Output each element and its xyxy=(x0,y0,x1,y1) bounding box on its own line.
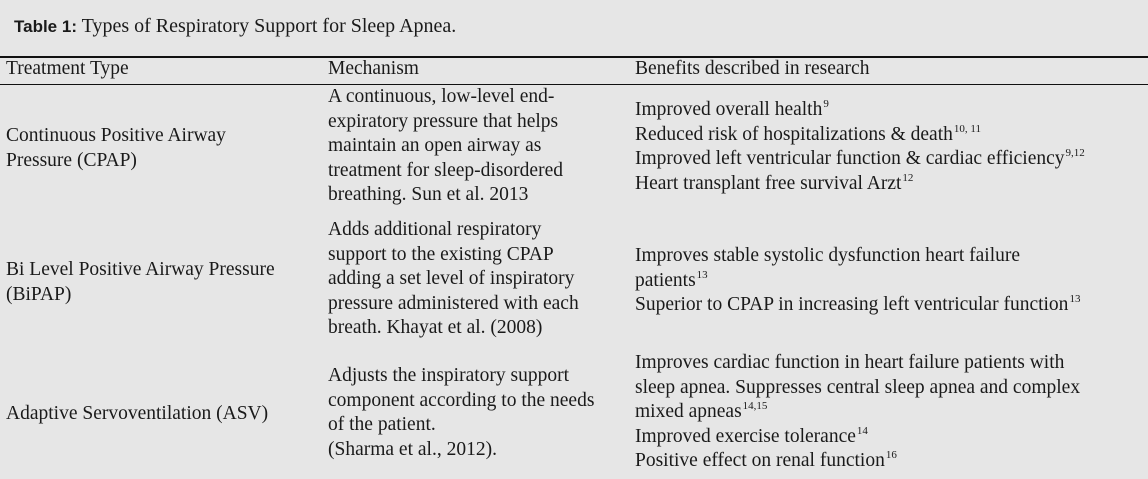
row-bipap-type-line: Bi Level Positive Airway Pressure xyxy=(6,259,275,280)
row-bipap-mechanism-line: pressure administered with each xyxy=(328,292,579,314)
row-bipap-benefits xyxy=(635,244,1080,318)
benefit-line xyxy=(635,449,1081,474)
benefit-line xyxy=(635,293,1080,318)
benefit-text: Improved exercise tolerance xyxy=(635,425,856,447)
benefit-reference: 13 xyxy=(696,268,708,281)
benefit-line xyxy=(635,351,1081,376)
benefit-reference: 13 xyxy=(1069,293,1081,305)
row-asv-benefits xyxy=(635,351,1081,474)
benefit-line xyxy=(635,172,1085,197)
table-top-rule xyxy=(0,56,1148,58)
benefit-text: Improved left ventricular function & cardiac efficiency xyxy=(635,148,1065,169)
benefit-text: mixed apneas xyxy=(635,401,742,422)
benefit-reference: 16 xyxy=(885,449,897,461)
row-cpap-mechanism-line: expiratory pressure that helps xyxy=(328,110,559,132)
row-cpap-mechanism-line: breathing. Sun et al. 2013 xyxy=(328,184,529,205)
row-bipap-mechanism-line: support to the existing CPAP xyxy=(328,243,554,265)
row-cpap-type-line: Continuous Positive Airway xyxy=(6,125,226,146)
row-asv-mechanism-line: of the patient. xyxy=(328,414,436,435)
row-asv-type-line: Adaptive Servoventilation (ASV) xyxy=(6,403,269,424)
row-bipap-mechanism-line: Adds additional respiratory xyxy=(328,219,542,240)
benefit-text: Superior to CPAP in increasing left ventricular function xyxy=(635,294,1069,315)
row-cpap-benefits xyxy=(635,98,1085,196)
benefit-reference: 14,15 xyxy=(742,400,768,412)
row-asv-type xyxy=(6,402,268,427)
row-bipap-mechanism xyxy=(328,218,579,341)
row-bipap-type xyxy=(6,258,275,307)
row-asv-mechanism-line: Adjusts the inspiratory support xyxy=(328,365,570,386)
row-cpap-mechanism xyxy=(328,85,563,208)
benefit-reference: 9,12 xyxy=(1065,147,1085,159)
row-bipap-mechanism-line: breath. Khayat et al. (2008) xyxy=(328,317,543,338)
table-header-rule xyxy=(0,84,1148,85)
benefit-line xyxy=(635,425,1081,450)
table-caption-label: Table 1: xyxy=(14,17,77,36)
benefit-text: sleep apnea. Suppresses central sleep apnea and complex xyxy=(635,376,1081,398)
row-cpap-mechanism-line: maintain an open airway as xyxy=(328,135,542,156)
header-treatment-type: Treatment Type xyxy=(6,58,129,79)
row-asv-mechanism-line: (Sharma et al., 2012). xyxy=(328,438,497,460)
header-mechanism: Mechanism xyxy=(328,58,419,79)
benefit-line xyxy=(635,98,1085,123)
benefit-text: Improves stable systolic dysfunction heart failure xyxy=(635,245,1021,266)
benefit-text: Positive effect on renal function xyxy=(635,450,885,471)
benefit-text: Heart transplant free survival Arzt xyxy=(635,172,902,194)
benefit-line xyxy=(635,244,1080,269)
row-cpap-mechanism-line: A continuous, low-level end- xyxy=(328,86,555,107)
row-bipap-type-line: (BiPAP) xyxy=(6,283,72,305)
benefit-text: Improves cardiac function in heart failure patients with xyxy=(635,352,1065,373)
benefit-text: patients xyxy=(635,269,696,291)
table-caption-text: Types of Respiratory Support for Sleep Apnea. xyxy=(81,15,457,37)
benefit-line xyxy=(635,123,1085,148)
table-caption xyxy=(14,13,456,39)
row-cpap-mechanism-line: treatment for sleep-disordered xyxy=(328,159,563,181)
benefit-text: Reduced risk of hospitalizations & death xyxy=(635,123,953,145)
row-cpap-type xyxy=(6,124,226,173)
row-bipap-mechanism-line: adding a set level of inspiratory xyxy=(328,268,575,289)
benefit-line xyxy=(635,147,1085,172)
benefit-line xyxy=(635,376,1081,401)
benefit-reference: 9 xyxy=(823,98,829,110)
row-asv-mechanism-line: component according to the needs xyxy=(328,389,595,411)
row-asv-mechanism xyxy=(328,364,594,462)
row-cpap-type-line: Pressure (CPAP) xyxy=(6,149,137,171)
header-benefits: Benefits described in research xyxy=(635,58,870,79)
benefit-line xyxy=(635,269,1080,294)
benefit-reference: 12 xyxy=(902,171,914,184)
benefit-reference: 10, 11 xyxy=(953,122,981,135)
benefit-text: Improved overall health xyxy=(635,99,823,120)
benefit-reference: 14 xyxy=(856,424,868,437)
benefit-line xyxy=(635,400,1081,425)
